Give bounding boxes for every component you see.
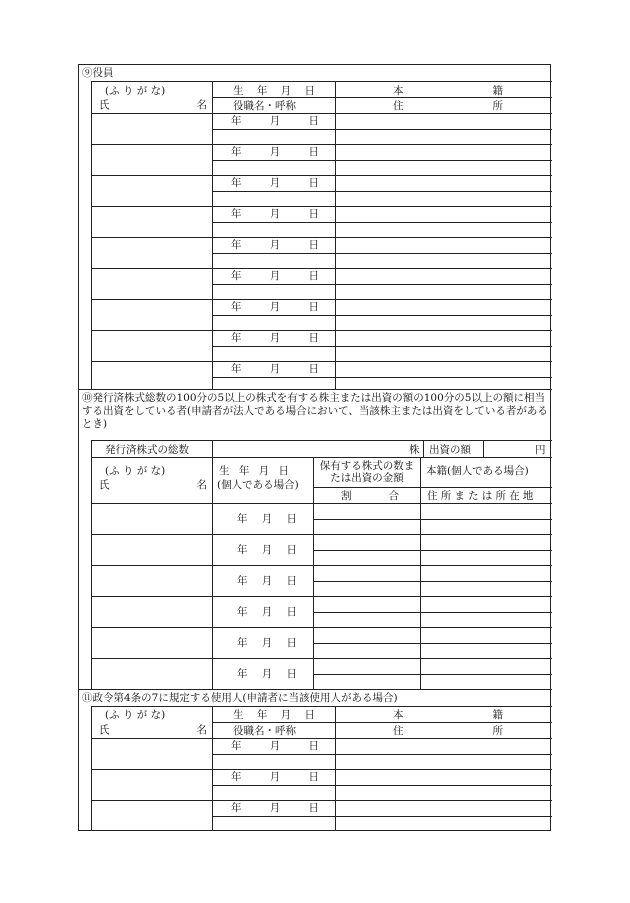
name-cell[interactable] — [95, 116, 207, 141]
row-divider — [91, 596, 552, 597]
row-divider — [91, 769, 552, 770]
row-divider — [91, 113, 552, 114]
name-cell[interactable] — [95, 741, 207, 766]
position-cell[interactable] — [216, 224, 331, 237]
section-9-column-line — [212, 81, 213, 389]
birthdate-label: 年月日 — [237, 575, 297, 587]
divider — [313, 487, 552, 488]
birthdate-label: 年月日 — [231, 239, 319, 251]
address-cell[interactable] — [339, 787, 549, 800]
header-address: 住所または所在地 — [427, 490, 537, 502]
row-subdivider — [212, 253, 552, 254]
birthdate-label: 年月日 — [237, 668, 297, 680]
row-subdivider — [313, 581, 552, 582]
honseki-cell[interactable] — [424, 629, 549, 642]
total-shares-label: 発行済株式の総数 — [105, 444, 189, 456]
row-subdivider — [212, 377, 552, 378]
honseki-cell[interactable] — [339, 115, 549, 128]
address-cell[interactable] — [424, 676, 549, 689]
address-cell[interactable] — [339, 193, 549, 206]
address-cell[interactable] — [424, 614, 549, 627]
position-cell[interactable] — [216, 286, 331, 299]
section-10-column-line — [313, 457, 314, 689]
header-position: 役職名・呼称 — [233, 725, 296, 737]
header-ratio: 割合 — [341, 490, 399, 502]
honseki-cell[interactable] — [339, 146, 549, 159]
header-furigana: (ふ り が な) — [105, 709, 166, 721]
header-furigana: (ふ り が な) — [105, 465, 166, 477]
row-subdivider — [313, 612, 552, 613]
row-subdivider — [212, 785, 552, 786]
row-subdivider — [212, 284, 552, 285]
address-cell[interactable] — [339, 379, 549, 392]
honseki-cell[interactable] — [339, 363, 549, 376]
address-cell[interactable] — [424, 552, 549, 565]
ratio-cell[interactable] — [317, 583, 417, 596]
row-subdivider — [212, 346, 552, 347]
address-cell[interactable] — [339, 317, 549, 330]
owned-shares-cell[interactable] — [317, 629, 417, 642]
row-divider — [91, 268, 552, 269]
honseki-cell[interactable] — [339, 301, 549, 314]
header-honseki: 本籍(個人である場合) — [426, 465, 529, 477]
divider — [91, 706, 552, 707]
row-divider — [91, 658, 552, 659]
section-9-column-line — [335, 81, 336, 389]
section-10-title: ⑩発行済株式総数の100分の5以上の株式を有する株主または出資の額の100分の5以上の額に相当する出資をしている者(申請者が法人である場合において、当該株主または出資をしている者があるとき) — [82, 392, 548, 430]
header-birthdate: 生 年 月 日 — [233, 709, 316, 721]
header-position: 役職名・呼称 — [233, 100, 296, 112]
section-9-title: ⑨役員 — [82, 67, 114, 79]
birthdate-label: 年月日 — [231, 771, 319, 783]
position-cell[interactable] — [216, 348, 331, 361]
owned-shares-cell[interactable] — [317, 660, 417, 673]
section-10-column-line — [483, 440, 484, 457]
honseki-cell[interactable] — [339, 177, 549, 190]
honseki-cell[interactable] — [424, 505, 549, 518]
header-address: 住所 — [393, 725, 503, 737]
position-cell[interactable] — [216, 818, 331, 831]
address-cell[interactable] — [424, 583, 549, 596]
address-cell[interactable] — [339, 131, 549, 144]
name-cell[interactable] — [95, 630, 207, 655]
birthdate-label: 年月日 — [231, 740, 319, 752]
row-subdivider — [313, 550, 552, 551]
birthdate-label: 年月日 — [231, 332, 319, 344]
section-9-indent-line — [91, 81, 92, 389]
row-subdivider — [212, 222, 552, 223]
row-divider — [91, 144, 552, 145]
honseki-cell[interactable] — [424, 567, 549, 580]
header-address: 住所 — [393, 100, 503, 112]
ratio-cell[interactable] — [317, 614, 417, 627]
name-cell[interactable] — [95, 568, 207, 593]
address-cell[interactable] — [339, 162, 549, 175]
section-11-title: ⑪政令第4条の7に規定する使用人(申請者に当該使用人がある場合) — [82, 692, 398, 704]
address-cell[interactable] — [424, 521, 549, 534]
name-cell[interactable] — [95, 599, 207, 624]
honseki-cell[interactable] — [339, 208, 549, 221]
position-cell[interactable] — [216, 131, 331, 144]
row-divider — [91, 738, 552, 739]
header-owned-shares: 保有する株式の数または出資の金額 — [319, 460, 415, 484]
address-cell[interactable] — [339, 818, 549, 831]
honseki-cell[interactable] — [339, 802, 549, 815]
address-cell[interactable] — [339, 348, 549, 361]
owned-shares-cell[interactable] — [317, 505, 417, 518]
registration-form — [78, 64, 551, 831]
name-cell[interactable] — [95, 147, 207, 172]
row-divider — [91, 206, 552, 207]
divider — [91, 457, 552, 458]
birthdate-label: 年月日 — [231, 115, 319, 127]
address-cell[interactable] — [339, 286, 549, 299]
name-cell[interactable] — [95, 178, 207, 203]
row-divider — [91, 800, 552, 801]
section-10-column-line — [420, 457, 421, 689]
birthdate-label: 年月日 — [231, 363, 319, 375]
row-divider — [91, 503, 552, 504]
name-cell[interactable] — [95, 537, 207, 562]
header-birthdate: 生 年 月 日 — [233, 85, 316, 97]
row-divider — [91, 534, 552, 535]
name-cell[interactable] — [95, 506, 207, 531]
header-birthdate-note: (個人である場合) — [217, 479, 299, 491]
owned-shares-cell[interactable] — [317, 598, 417, 611]
birthdate-label: 年月日 — [237, 544, 297, 556]
position-cell[interactable] — [216, 255, 331, 268]
header-name: 氏名 — [99, 99, 207, 111]
position-cell[interactable] — [216, 379, 331, 392]
divider — [91, 81, 552, 82]
row-subdivider — [212, 160, 552, 161]
row-subdivider — [212, 315, 552, 316]
birthdate-label: 年月日 — [231, 208, 319, 220]
row-divider — [91, 237, 552, 238]
row-subdivider — [212, 191, 552, 192]
position-cell[interactable] — [216, 317, 331, 330]
honseki-cell[interactable] — [339, 740, 549, 753]
name-cell[interactable] — [95, 333, 207, 358]
honseki-cell[interactable] — [339, 239, 549, 252]
header-name: 氏名 — [99, 479, 207, 491]
name-cell[interactable] — [95, 803, 207, 828]
row-divider — [91, 330, 552, 331]
row-subdivider — [212, 816, 552, 817]
row-divider — [91, 565, 552, 566]
section-divider — [79, 389, 552, 390]
honseki-cell[interactable] — [339, 332, 549, 345]
name-cell[interactable] — [95, 364, 207, 389]
row-subdivider — [212, 754, 552, 755]
row-divider — [91, 299, 552, 300]
header-honseki: 本籍 — [393, 85, 503, 97]
header-furigana: (ふ り が な) — [105, 85, 166, 97]
owned-shares-cell[interactable] — [317, 536, 417, 549]
row-subdivider — [313, 674, 552, 675]
position-cell[interactable] — [216, 756, 331, 769]
investment-label: 出資の額 — [429, 444, 471, 456]
name-cell[interactable] — [95, 772, 207, 797]
honseki-cell[interactable] — [339, 270, 549, 283]
birthdate-label: 年月日 — [237, 606, 297, 618]
address-cell[interactable] — [339, 224, 549, 237]
header-name: 氏名 — [99, 724, 207, 736]
name-cell[interactable] — [95, 302, 207, 327]
birthdate-label: 年月日 — [231, 301, 319, 313]
honseki-cell[interactable] — [424, 660, 549, 673]
section-divider — [79, 689, 552, 690]
divider — [212, 722, 552, 723]
birthdate-label: 年月日 — [237, 513, 297, 525]
birthdate-label: 年月日 — [231, 177, 319, 189]
row-subdivider — [313, 643, 552, 644]
ratio-cell[interactable] — [317, 521, 417, 534]
ratio-cell[interactable] — [317, 645, 417, 658]
ratio-cell[interactable] — [317, 676, 417, 689]
owned-shares-cell[interactable] — [317, 567, 417, 580]
ratio-cell[interactable] — [317, 552, 417, 565]
name-cell[interactable] — [95, 271, 207, 296]
birthdate-label: 年月日 — [231, 270, 319, 282]
position-cell[interactable] — [216, 162, 331, 175]
position-cell[interactable] — [216, 193, 331, 206]
birthdate-label: 年月日 — [231, 802, 319, 814]
section-10-column-line — [423, 440, 424, 457]
row-subdivider — [212, 129, 552, 130]
divider — [212, 97, 552, 98]
honseki-cell[interactable] — [424, 598, 549, 611]
address-cell[interactable] — [339, 255, 549, 268]
row-divider — [91, 361, 552, 362]
yen-unit: 円 — [535, 444, 546, 456]
birthdate-label: 年月日 — [237, 637, 297, 649]
row-subdivider — [313, 519, 552, 520]
row-divider — [91, 175, 552, 176]
birthdate-label: 年月日 — [231, 146, 319, 158]
name-cell[interactable] — [95, 661, 207, 686]
position-cell[interactable] — [216, 787, 331, 800]
row-divider — [91, 627, 552, 628]
shares-unit: 株 — [409, 444, 420, 456]
address-cell[interactable] — [424, 645, 549, 658]
name-cell[interactable] — [95, 240, 207, 265]
honseki-cell[interactable] — [339, 771, 549, 784]
name-cell[interactable] — [95, 209, 207, 234]
header-honseki: 本籍 — [393, 709, 503, 721]
honseki-cell[interactable] — [424, 536, 549, 549]
address-cell[interactable] — [339, 756, 549, 769]
header-birthdate: 生 年 月 日 — [219, 465, 290, 477]
